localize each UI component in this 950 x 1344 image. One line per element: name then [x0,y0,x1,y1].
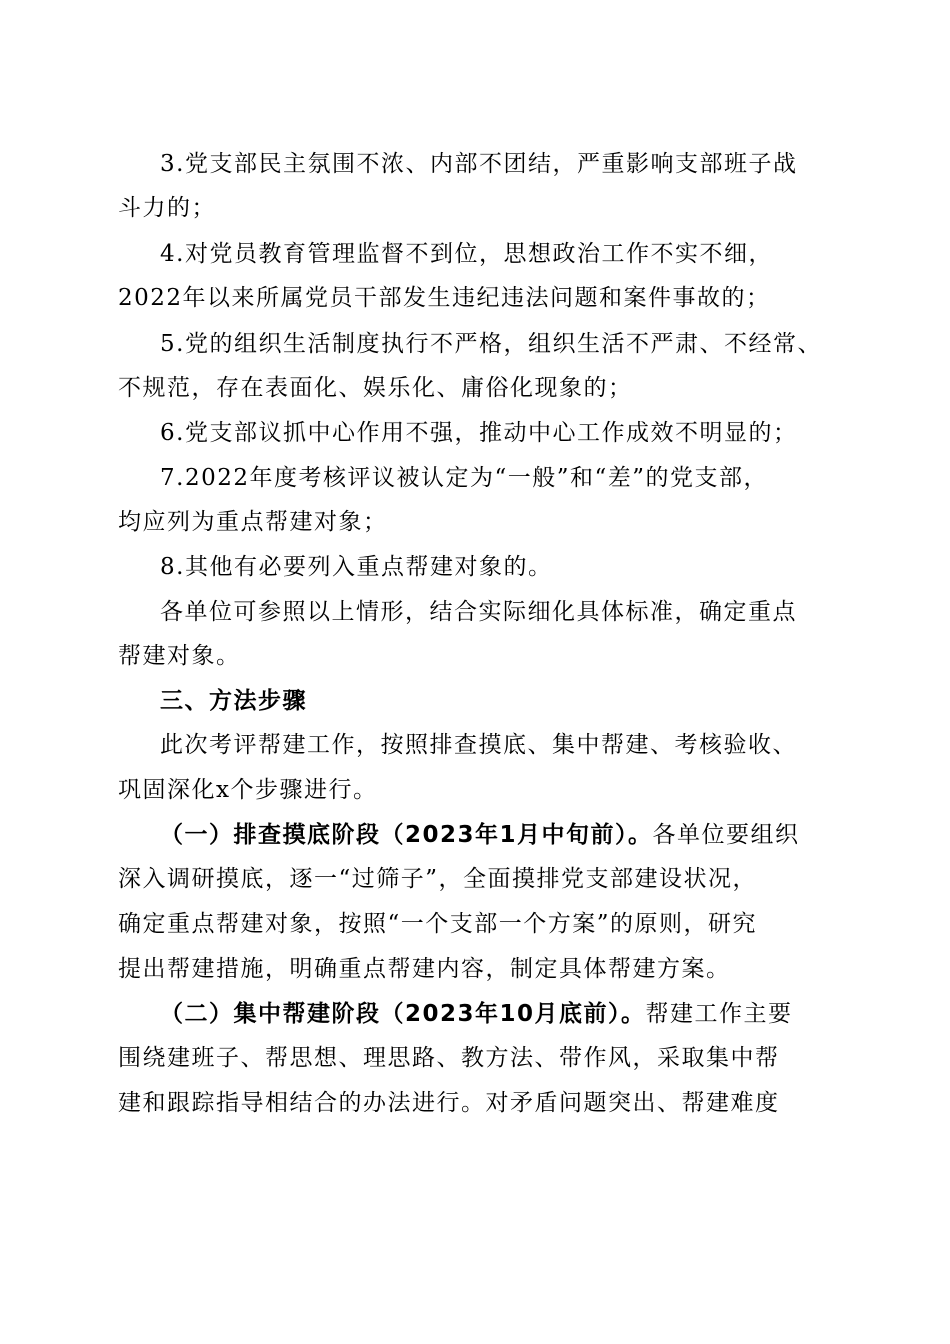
paragraph-5-line-1: 5.党的组织生活制度执行不严格，组织生活不严肃、不经常、 [160,331,822,357]
intro-line-2: 巩固深化x个步骤进行。 [118,777,378,803]
paragraph-6-line-1: 6.党支部议抓中心作用不强，推动中心工作成效不明显的； [160,420,798,446]
stage-1-heading: （一）排查摸底阶段（2023年1月中旬前）。 [160,822,653,848]
stage-1-text: 各单位要组织 [652,822,800,848]
paragraph-7-line-2: 均应列为重点帮建对象； [118,509,388,535]
paragraph-5-line-2: 不规范，存在表面化、娱乐化、庸俗化现象的； [118,375,633,401]
paragraph-4-line-2: 2022年以来所属党员干部发生违纪违法问题和案件事故的； [118,285,771,311]
stage-2-text: 帮建工作主要 [645,1001,793,1027]
summary-line-2: 帮建对象。 [118,643,241,669]
stage-2-line-1 [160,999,840,1029]
section-heading: 三、方法步骤 [160,688,307,714]
stage-2-line-2: 围绕建班子、帮思想、理思路、教方法、带作风，采取集中帮 [118,1045,780,1071]
stage-2-heading: （二）集中帮建阶段（2023年10月底前）。 [160,1001,646,1027]
paragraph-3-line-2: 斗力的； [118,195,216,221]
paragraph-8-line-1: 8.其他有必要列入重点帮建对象的。 [160,554,553,580]
stage-1-line-2: 深入调研摸底，逐一“过筛子”，全面摸排党支部建设状况， [118,866,758,892]
paragraph-7-line-1: 7.2022年度考核评议被认定为“一般”和“差”的党支部， [160,465,769,491]
stage-2-line-3: 建和跟踪指导相结合的办法进行。对矛盾问题突出、帮建难度 [118,1090,780,1116]
stage-1-line-1 [160,820,840,850]
intro-line-1: 此次考评帮建工作，按照排查摸底、集中帮建、考核验收、 [160,732,797,758]
summary-line-1: 各单位可参照以上情形，结合实际细化具体标准，确定重点 [160,599,797,625]
stage-1-line-4: 提出帮建措施，明确重点帮建内容，制定具体帮建方案。 [118,956,731,982]
stage-1-line-3: 确定重点帮建对象，按照“一个支部一个方案”的原则，研究 [118,911,758,937]
paragraph-3-line-1: 3.党支部民主氛围不浓、内部不团结，严重影响支部班子战 [160,151,798,177]
paragraph-4-line-1: 4.对党员教育管理监督不到位，思想政治工作不实不细， [160,241,773,267]
